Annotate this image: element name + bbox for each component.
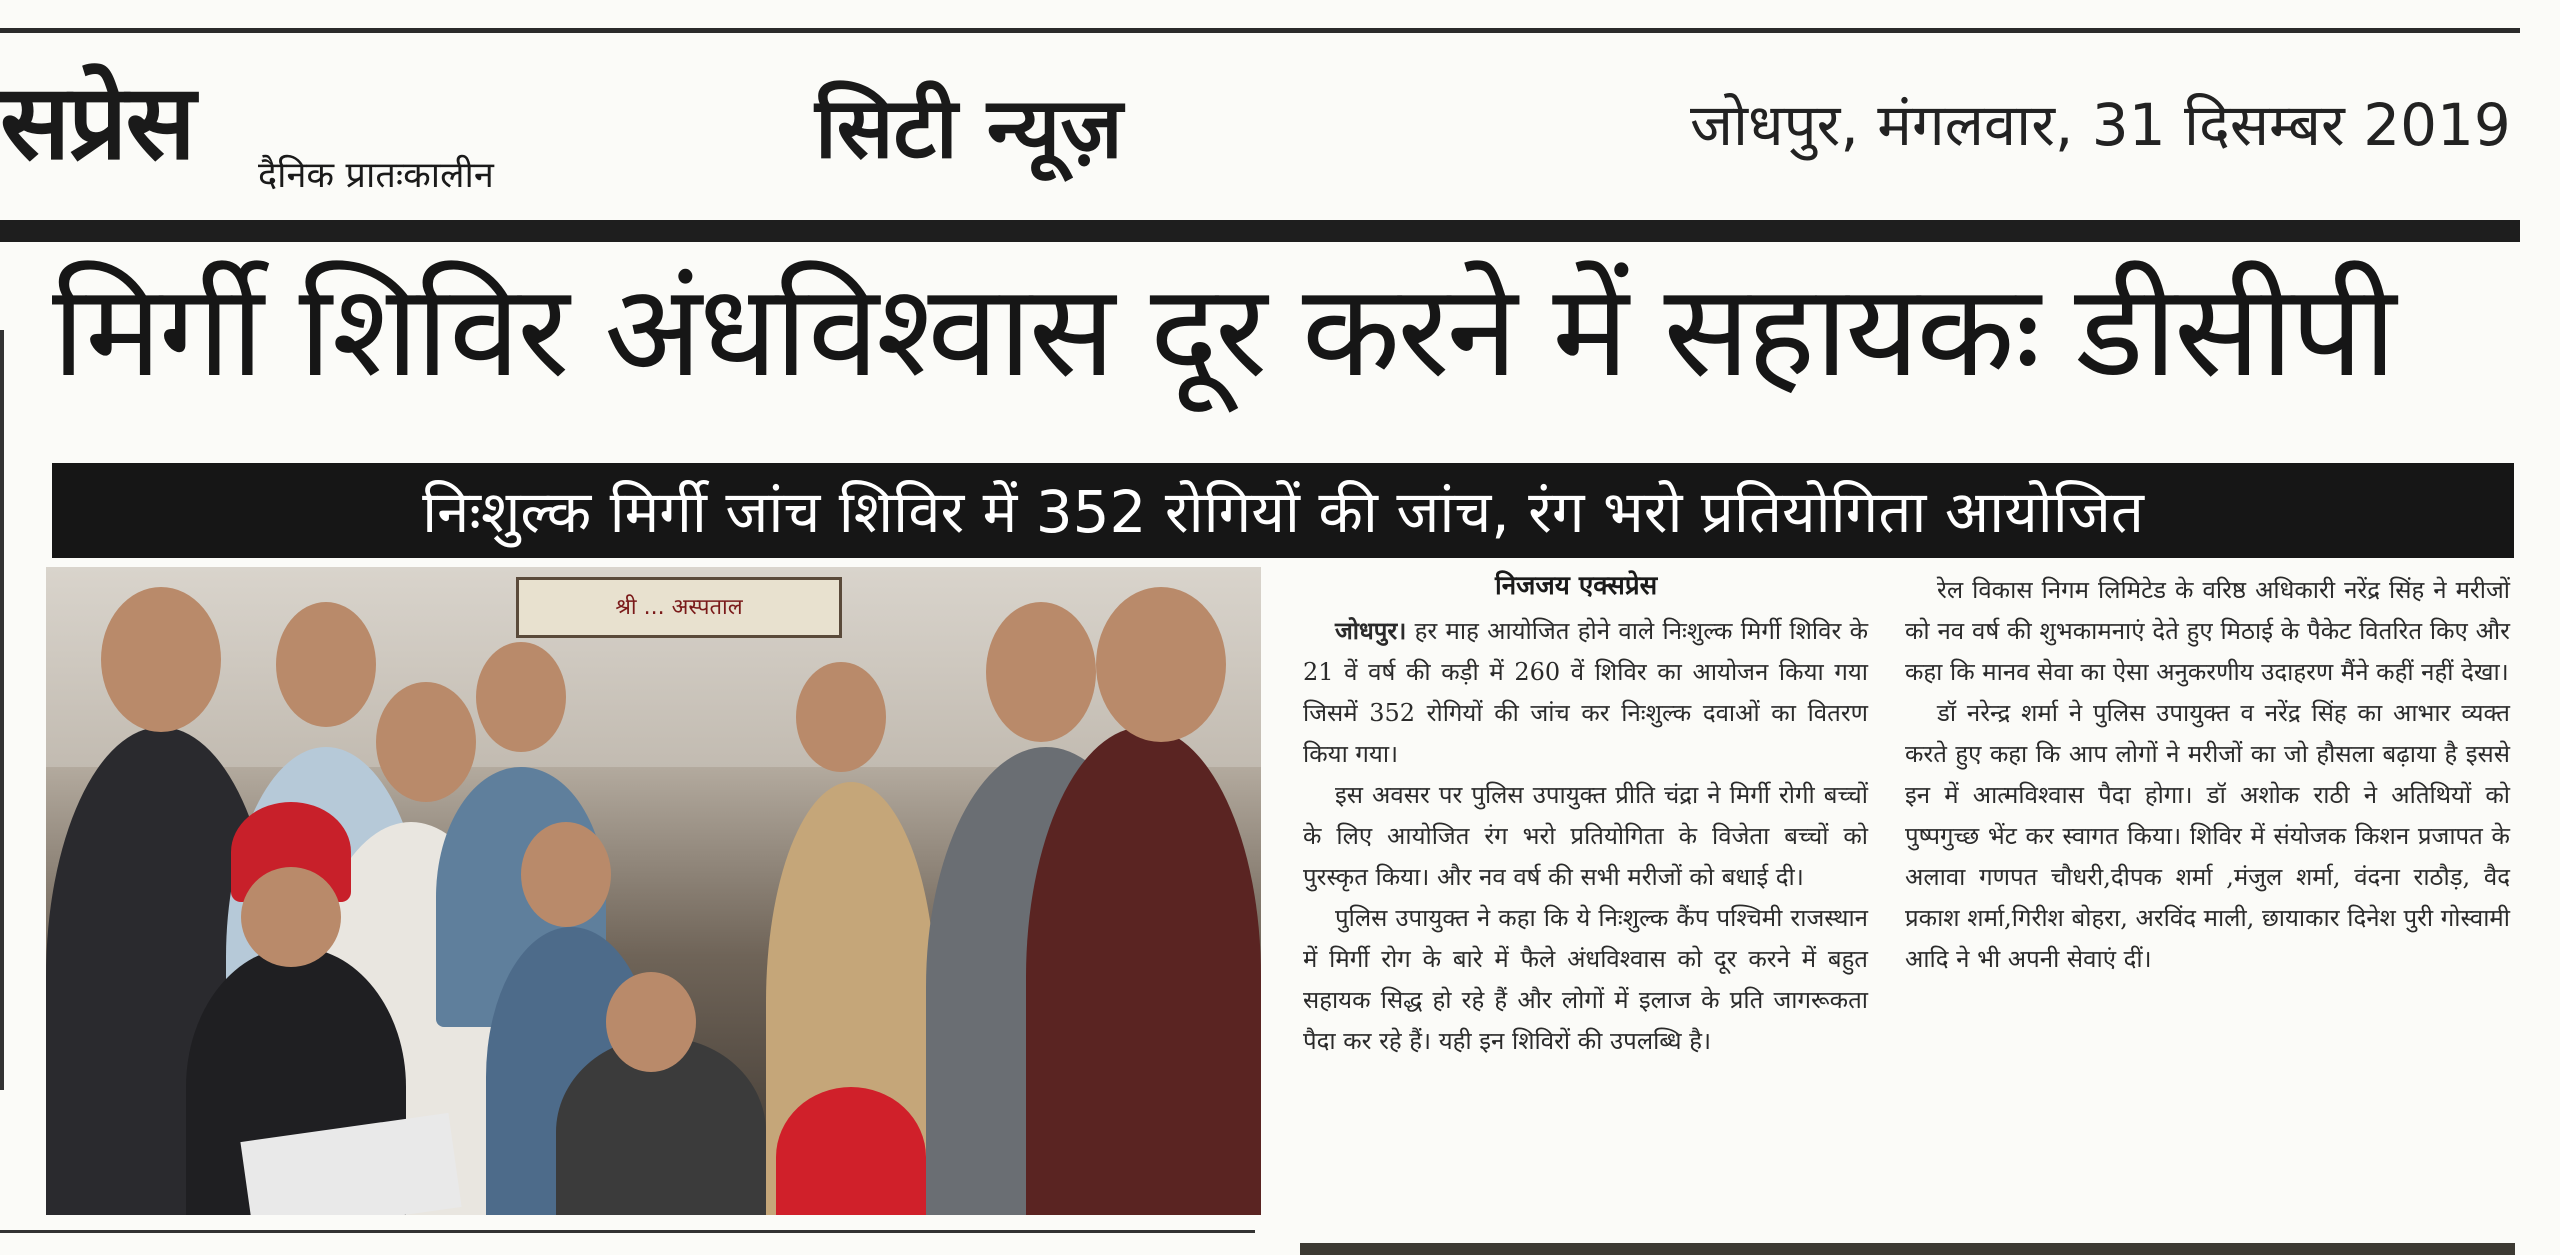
person-head <box>986 602 1096 742</box>
paragraph: पुलिस उपायुक्त ने कहा कि ये निःशुल्क कैंप पश्चिमी राजस्थान में मिर्गी रोग के बारे में फैले अंधविश्वास को दूर करने में बहुत सहायक सिद्ध हो रहे हैं और लोगों में इलाज के प्रति जागरूकता पैदा कर रहे हैं। यही इन शिविरों की उपलब्धि है। <box>1303 904 1868 1055</box>
masthead-rule <box>0 220 2520 242</box>
photo-board <box>516 577 842 638</box>
section-name: सिटी न्यूज़ <box>815 79 1123 177</box>
article-column-1 <box>1303 610 1868 1062</box>
lead-placeline: जोधपुर। <box>1335 616 1407 645</box>
masthead-name: सप्रेस <box>0 61 194 183</box>
person-head <box>276 602 376 727</box>
top-rule <box>0 28 2520 33</box>
photo-board-text: श्री ... अस्पताल <box>615 595 743 620</box>
article-column-2 <box>1905 570 2510 980</box>
child-head <box>521 822 611 927</box>
paragraph-text: हर माह आयोजित होने वाले निःशुल्क मिर्गी शिविर के 21 वें वर्ष की कड़ी में 260 वें शिविर का आयोजन किया गया जिसमें 352 रोगियों की जांच कर निःशुल्क दवाओं का वितरण किया गया। <box>1303 617 1868 768</box>
person-maroon-shirt <box>1026 727 1261 1215</box>
bottom-photo-edge <box>1300 1243 2515 1255</box>
deck-text: निःशुल्क मिर्गी जांच शिविर में 352 रोगियों की जांच, रंग भरो प्रतियोगिता आयोजित <box>422 478 2144 546</box>
person-head <box>1096 587 1226 742</box>
officer-head <box>796 662 886 772</box>
paragraph: इस अवसर पर पुलिस उपायुक्त प्रीति चंद्रा ने मिर्गी रोगी बच्चों के लिए आयोजित रंग भरो प्रतियोगिता के विजेता बच्चों को पुरस्कृत किया। और नव वर्ष की सभी मरीजों को बधाई दी। <box>1303 781 1868 891</box>
person-head <box>376 682 476 802</box>
masthead-subtitle: दैनिक प्रातःकालीन <box>258 155 494 196</box>
paragraph: डॉ नरेन्द्र शर्मा ने पुलिस उपायुक्त व नरेंद्र सिंह का आभार व्यक्त करते हुए कहा कि आप लोगों ने मरीजों का जो हौसला बढ़ाया है इससे इन में आत्मविश्वास पैदा होगा। डॉ अशोक राठी ने अतिथियों को पुष्पगुच्छ भेंट कर स्वागत किया। शिविर में संयोजक किशन प्रजापत के अलावा गणपत चौधरी,दीपक शर्मा ,मंजुल शर्मा, वंदना राठौड़, वैद प्रकाश शर्मा,गिरीश बोहरा, अरविंद माली, छायाकार दिनेश पुरी गोस्वामी आदि ने भी अपनी सेवाएं दीं। <box>1905 699 2510 973</box>
child-head <box>606 972 696 1072</box>
left-column-border <box>0 330 4 1090</box>
dateline: जोधपुर, मंगलवार, 31 दिसम्बर 2019 <box>1690 91 2511 159</box>
bottom-rule <box>0 1230 1255 1233</box>
paragraph: रेल विकास निगम लिमिटेड के वरिष्ठ अधिकारी नरेंद्र सिंह ने मरीजों को नव वर्ष की शुभकामनाएं देते हुए मिठाई के पैकेट वितरित किए और कहा कि मानव सेवा का ऐसा अनुकरणीय उदाहरण मैंने कहीं नहीं देखा। <box>1905 576 2510 686</box>
child-red-shirt <box>776 1087 926 1215</box>
paragraph <box>1303 610 1868 775</box>
child-head <box>241 867 341 967</box>
headline: मिर्गी शिविर अंधविश्वास दूर करने में सहायकः डीसीपी <box>52 257 2394 406</box>
news-photo <box>46 567 1261 1215</box>
person-head <box>476 642 566 752</box>
person-head <box>101 587 221 732</box>
byline: निजजय एक्सप्रेस <box>1495 571 1658 601</box>
